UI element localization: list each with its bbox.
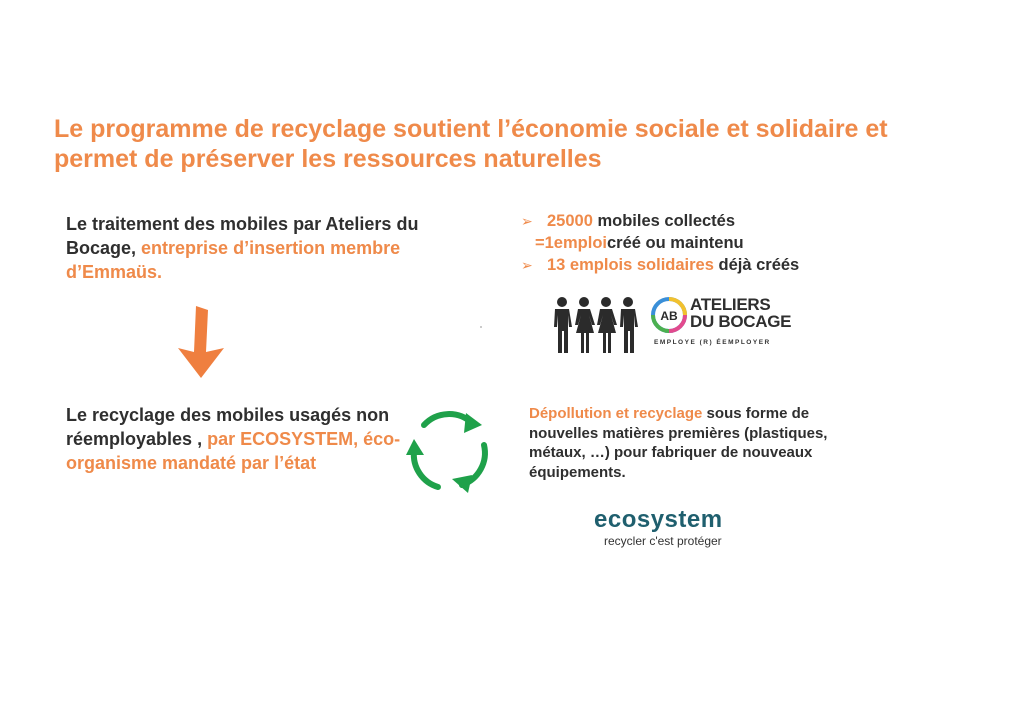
- ateliers-tagline: EMPLOYE (R) ÉEMPLOYER: [654, 339, 771, 346]
- bullet-subline: [521, 232, 881, 254]
- treatment-text: [66, 212, 426, 284]
- ateliers-monogram: AB: [660, 309, 678, 323]
- ecosystem-logo: ecosystem: [594, 506, 723, 533]
- ateliers-logo-line1: ATELIERS: [690, 295, 771, 314]
- bullet-item-jobs: [521, 254, 881, 276]
- bullet-highlight: 13 emplois solidaires: [547, 256, 714, 274]
- bullet-text: déjà créés: [713, 256, 800, 274]
- bullet-number: 25000: [547, 212, 593, 230]
- depollution-text: [529, 404, 849, 482]
- bullet-subline-text: créé ou maintenu: [607, 234, 744, 252]
- recycling-text-main: Le recyclage des mobiles usagés non réemployables ,: [66, 405, 390, 449]
- ateliers-logo-text: [690, 296, 791, 330]
- arrow-down-icon: [176, 304, 226, 380]
- scan-speck: [480, 326, 482, 328]
- ateliers-logo-line2: DU BOCAGE: [690, 312, 792, 331]
- ateliers-du-bocage-logo: [650, 296, 688, 334]
- recycling-text-highlight: par ECOSYSTEM, éco-organisme mandaté par l’état: [66, 429, 401, 473]
- people-icon: [551, 296, 639, 354]
- bullet-text: mobiles collectés: [592, 212, 736, 230]
- bullet-subline-highlight: =1emploi: [535, 234, 607, 252]
- depollution-highlight: Dépollution et recyclage: [529, 405, 703, 422]
- arrow-bullet-icon: ➢: [521, 257, 533, 273]
- bullet-item-collected: [521, 210, 881, 232]
- recycle-arrows-icon: [402, 405, 494, 497]
- ecosystem-tagline: recycler c'est protéger: [604, 534, 722, 548]
- page-title: Le programme de recyclage soutient l’économie sociale et solidaire et permet de préserver les ressources naturelles: [54, 115, 888, 173]
- recycling-text: [66, 403, 426, 475]
- jobs-bullet-list: [521, 210, 881, 276]
- arrow-bullet-icon: ➢: [521, 213, 533, 229]
- treatment-text-highlight: entreprise d’insertion membre d’Emmaüs.: [66, 238, 401, 282]
- treatment-text-main: Le traitement des mobiles par Ateliers du Bocage,: [66, 214, 419, 258]
- depollution-body: sous forme de nouvelles matières premières (plastiques, métaux, …) pour fabriquer de nouveaux équipements.: [529, 405, 828, 481]
